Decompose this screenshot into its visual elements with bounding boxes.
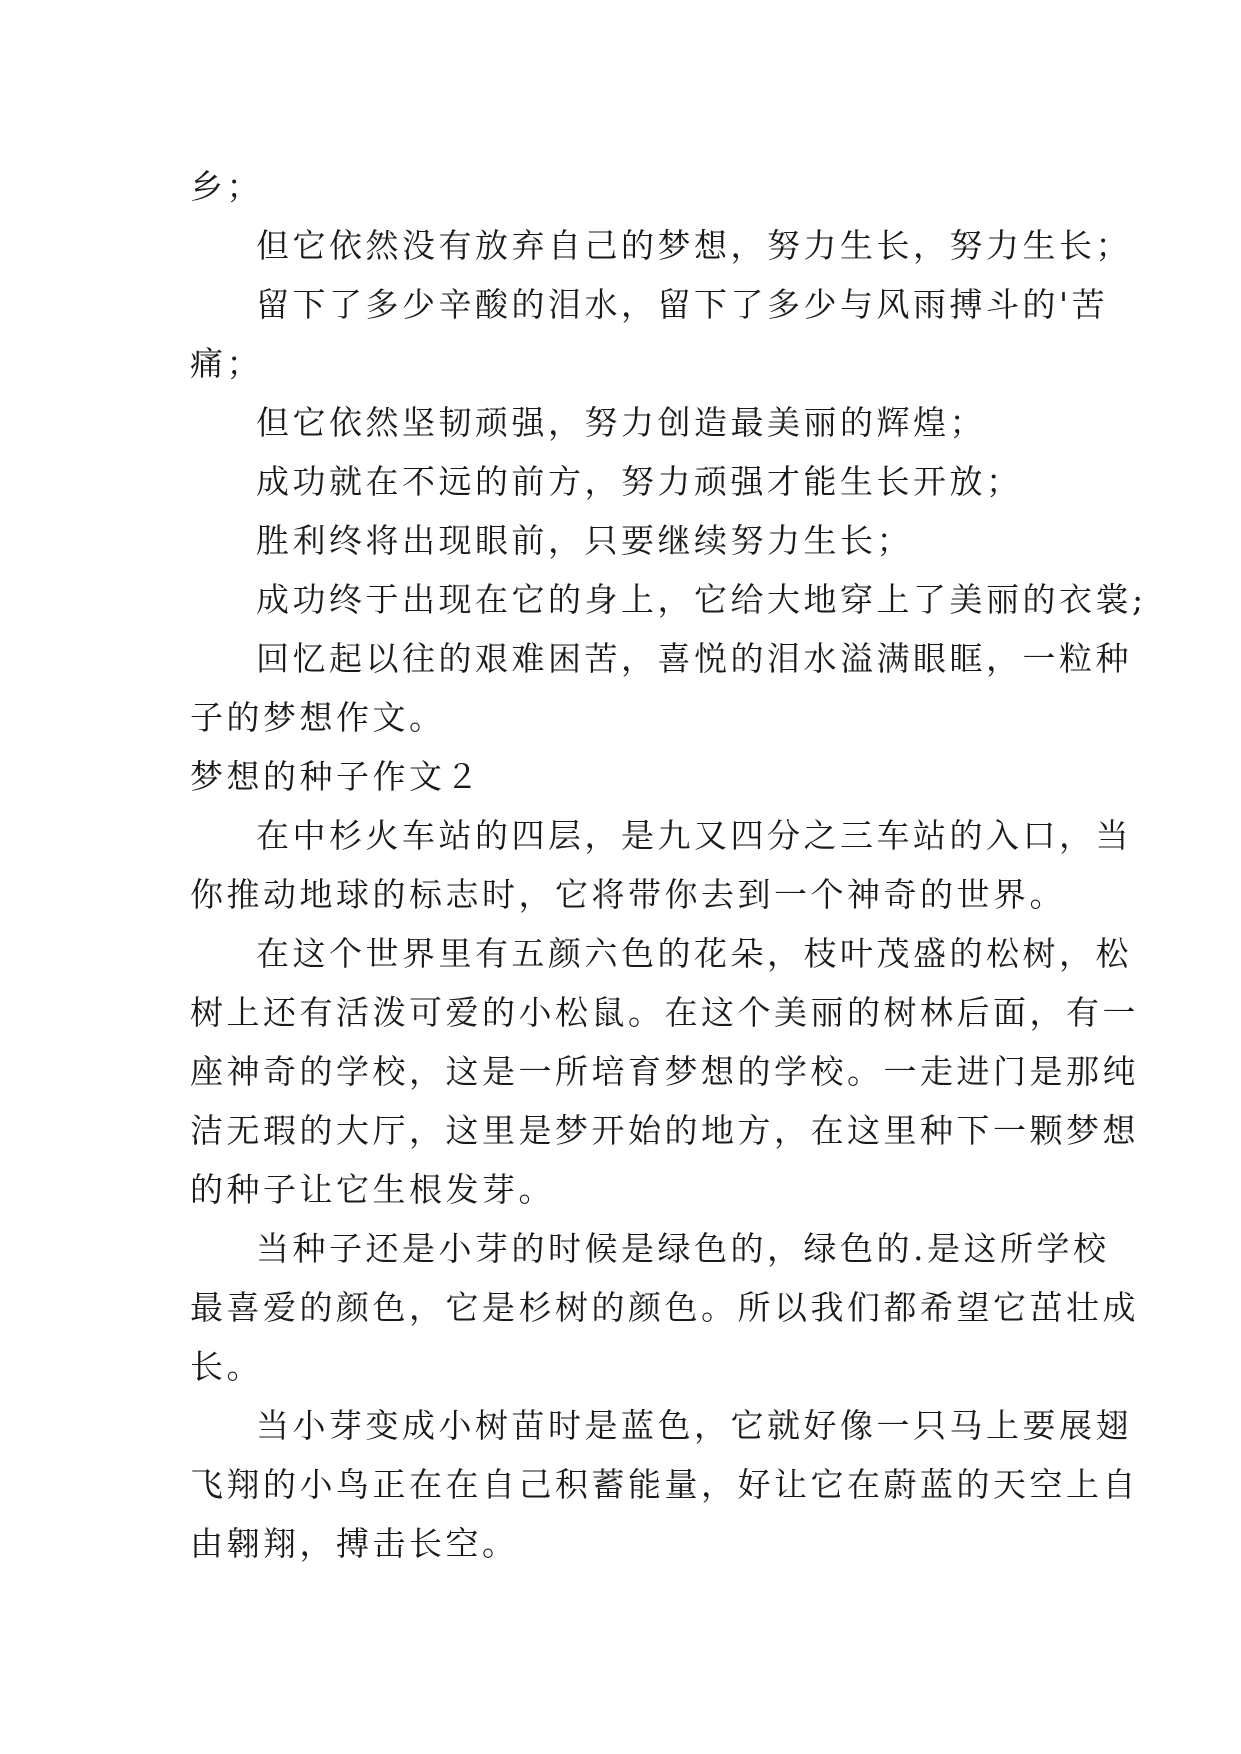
- text-line: 最喜爱的颜色，它是杉树的颜色。所以我们都希望它茁壮成: [190, 1288, 1139, 1327]
- text-line: 但它依然坚韧顽强，努力创造最美丽的辉煌；: [256, 403, 986, 442]
- text-line: 当种子还是小芽的时候是绿色的，绿色的.是这所学校: [256, 1229, 1110, 1268]
- text-line: 长。: [190, 1347, 263, 1386]
- text-line: 飞翔的小鸟正在在自己积蓄能量，好让它在蔚蓝的天空上自: [190, 1465, 1139, 1504]
- text-line: 你推动地球的标志时，它将带你去到一个神奇的世界。: [190, 875, 1066, 914]
- text-line: 在这个世界里有五颜六色的花朵，枝叶茂盛的松树，松: [256, 934, 1132, 973]
- text-line: 成功终于出现在它的身上，它给大地穿上了美丽的衣裳;: [256, 580, 1147, 619]
- text-line: 由翱翔，搏击长空。: [190, 1524, 519, 1563]
- text-line: 回忆起以往的艰难困苦，喜悦的泪水溢满眼眶，一粒种: [256, 639, 1132, 678]
- text-line: 成功就在不远的前方，努力顽强才能生长开放；: [256, 462, 1023, 501]
- text-line: 洁无瑕的大厅，这里是梦开始的地方，在这里种下一颗梦想: [190, 1111, 1139, 1150]
- text-line: 树上还有活泼可爱的小松鼠。在这个美丽的树林后面，有一: [190, 993, 1139, 1032]
- text-line: 座神奇的学校，这是一所培育梦想的学校。一走进门是那纯: [190, 1052, 1139, 1091]
- text-line: 的种子让它生根发芽。: [190, 1170, 555, 1209]
- text-line: 当小芽变成小树苗时是蓝色，它就好像一只马上要展翅: [256, 1406, 1132, 1445]
- text-line: 乡；: [190, 167, 263, 206]
- text-line: 在中杉火车站的四层，是九又四分之三车站的入口，当: [256, 816, 1132, 855]
- section-heading: 梦想的种子作文２: [190, 757, 482, 796]
- text-line: 子的梦想作文。: [190, 698, 446, 737]
- text-line: 胜利终将出现眼前，只要继续努力生长；: [256, 521, 913, 560]
- document-body: [190, 157, 1147, 1573]
- text-line: 痛；: [190, 344, 263, 383]
- text-line: 但它依然没有放弃自己的梦想，努力生长，努力生长；: [256, 226, 1132, 265]
- text-line: 留下了多少辛酸的泪水，留下了多少与风雨搏斗的'苦: [256, 285, 1109, 324]
